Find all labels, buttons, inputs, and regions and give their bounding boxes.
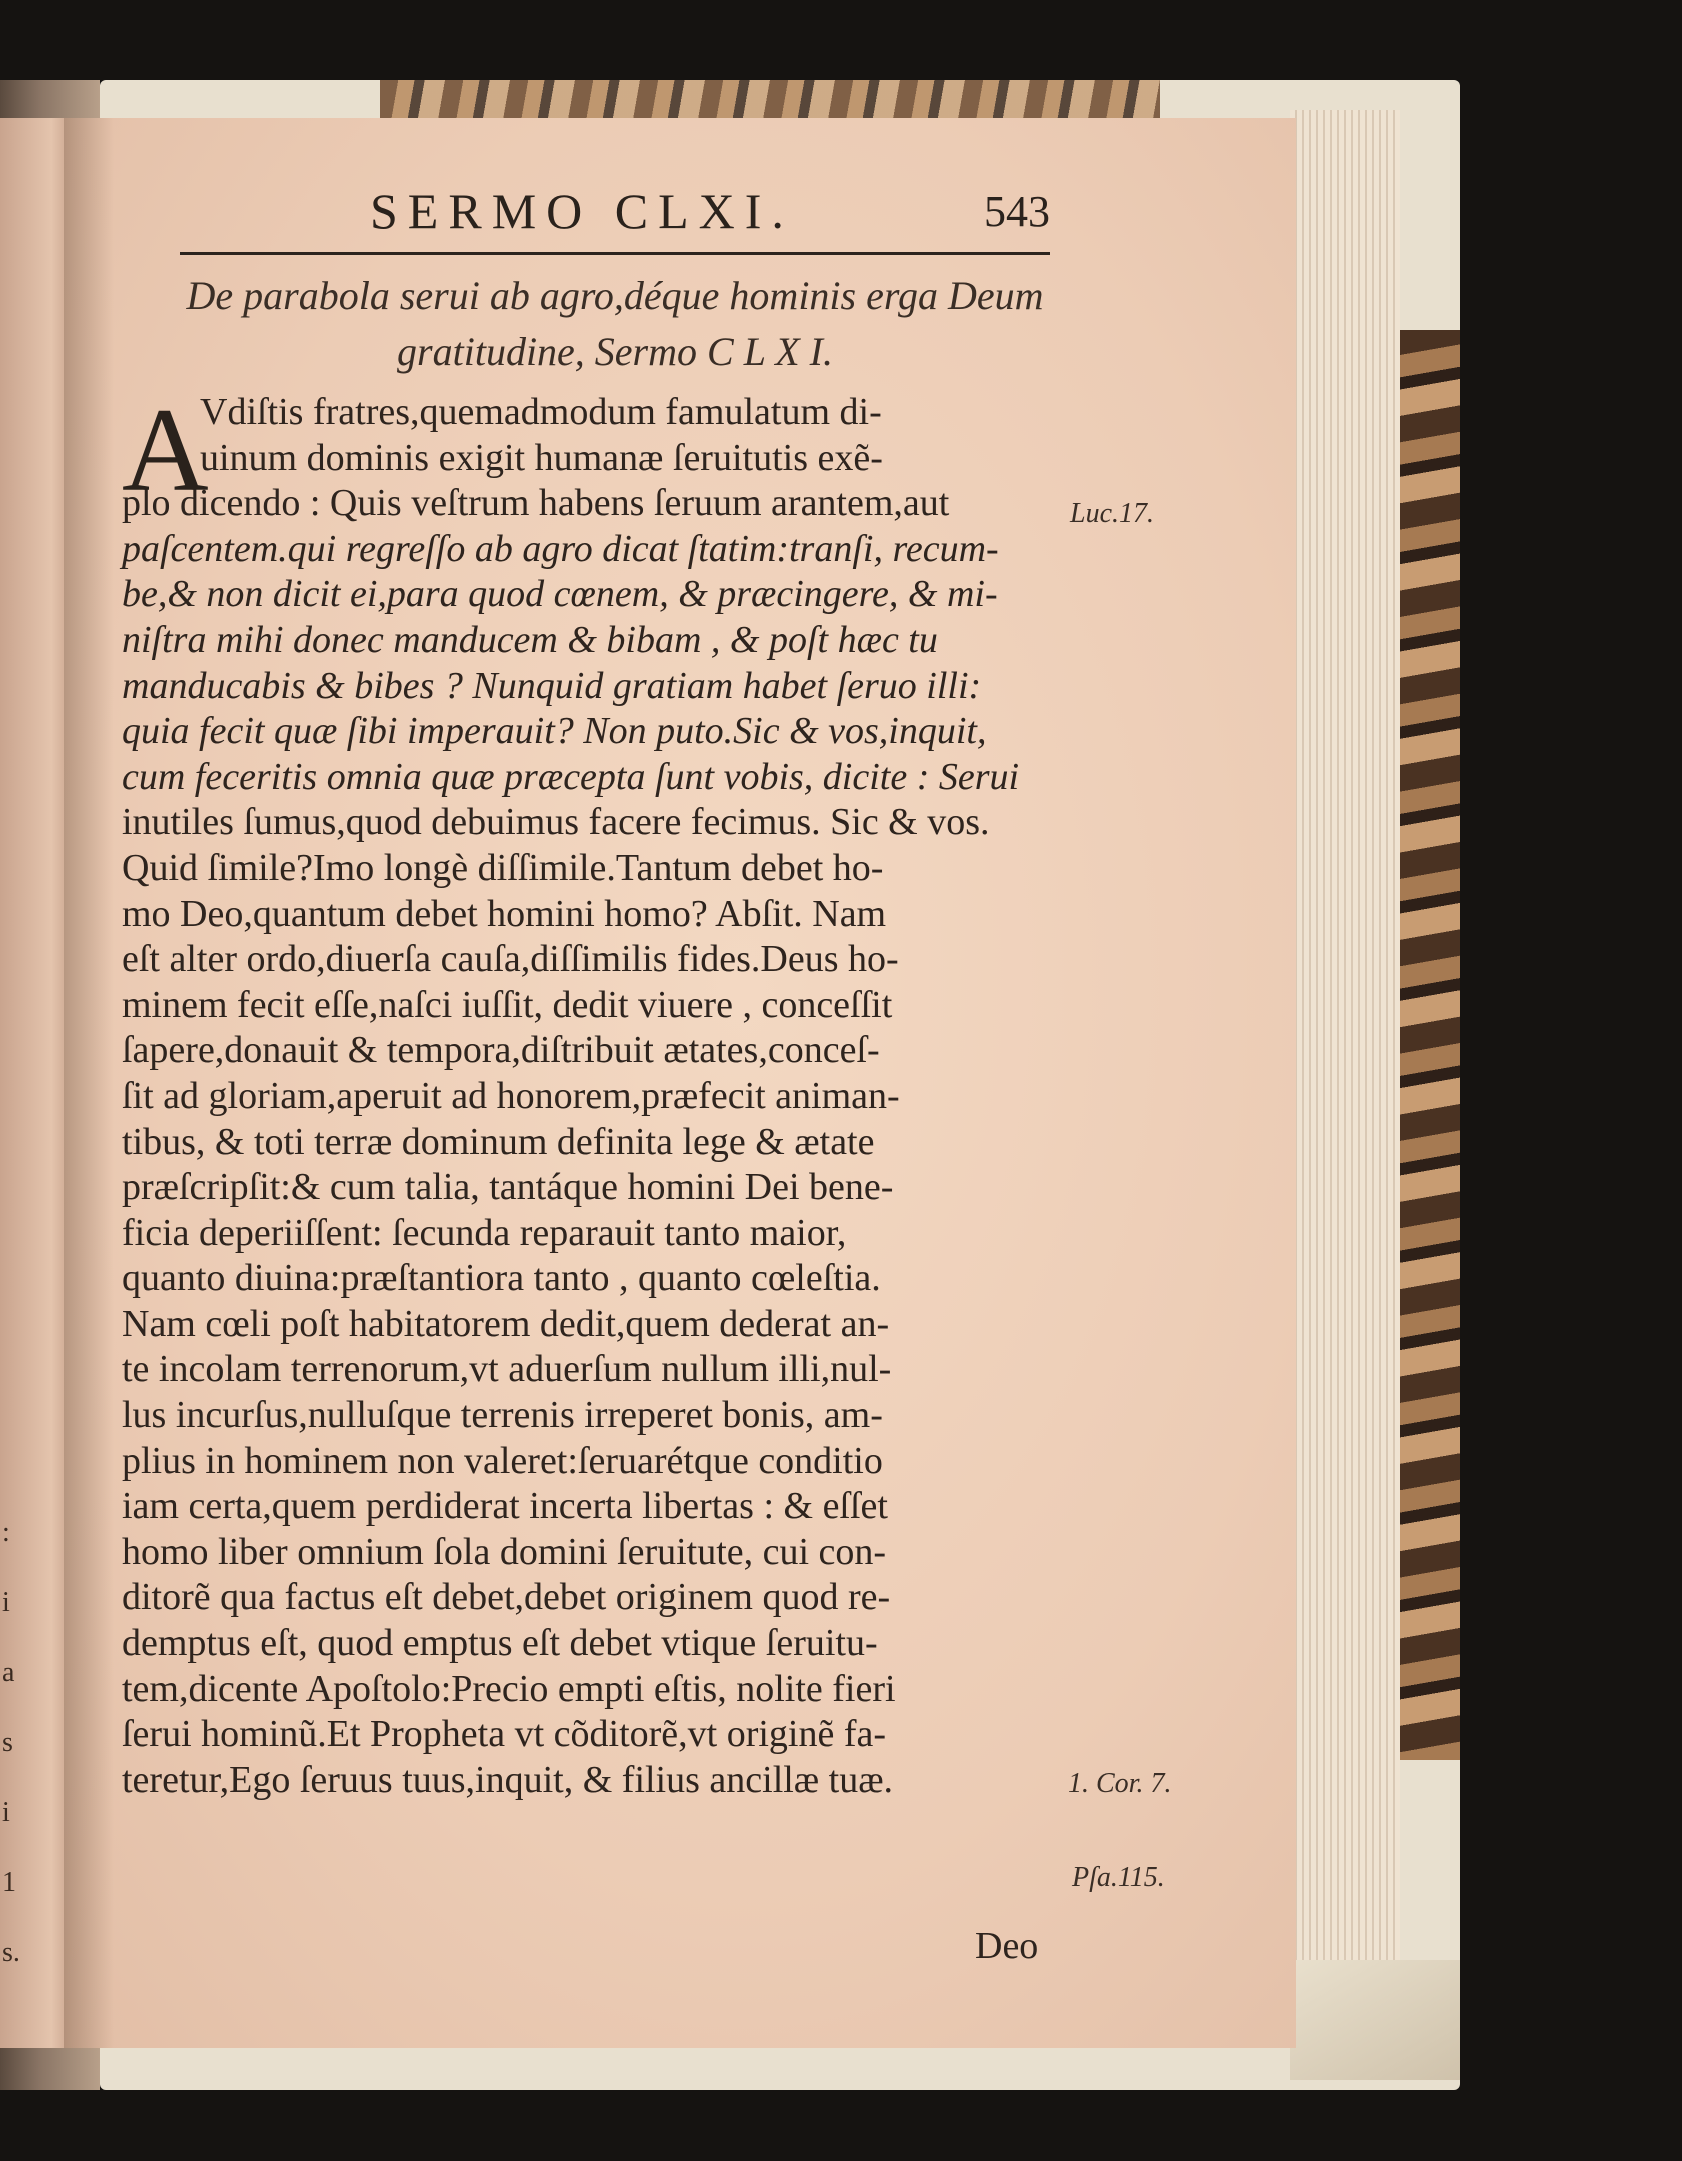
text-line: Nam cœli poſt habitatorem dedit,quem dederat an- — [122, 1302, 890, 1345]
text-line: uinum dominis exigit humanæ ſeruitutis exẽ- — [200, 436, 883, 479]
left-mark: s — [2, 1727, 13, 1758]
text-line: inutiles ſumus,quod debuimus facere fecimus. Sic & vos. — [122, 801, 990, 844]
text-line: quia fecit quæ ſibi imperauit? Non puto.Sic & vos,inquit, — [122, 710, 987, 753]
text-line: homo liber omnium ſola domini ſeruitute, cui con- — [122, 1530, 887, 1573]
page-number: 543 — [984, 187, 1050, 236]
left-page-marks — [2, 1498, 22, 2098]
text-line: tibus, & toti terræ dominum definita lege & ætate — [122, 1120, 875, 1163]
marginal-note: 1. Cor. 7. — [1068, 1768, 1172, 1799]
text-line: mo Deo,quantum debet homini homo? Abſit. Nam — [122, 892, 887, 935]
subtitle-line: De parabola serui ab agro,déque hominis erga Deum — [186, 273, 1044, 318]
left-mark: a — [2, 1657, 15, 1688]
text-line: iam certa,quem perdiderat incerta libertas : & eſſet — [122, 1485, 888, 1528]
left-mark: 1 — [2, 1867, 16, 1898]
marginal-note: Pſa.115. — [1072, 1862, 1165, 1893]
text-line: be,& non dicit ei,para quod cœnem, & præcingere, & mi- — [122, 573, 998, 616]
page-edges — [1290, 110, 1400, 2060]
sermon-subtitle — [180, 268, 1050, 380]
text-line: plo dicendo : Quis veſtrum habens ſeruum arantem,aut — [122, 482, 950, 525]
text-line: plius in hominem non valeret:ſeruarétque conditio — [122, 1439, 883, 1482]
text-line: ficia deperiiſſent: ſecunda reparauit tanto maior, — [122, 1211, 847, 1254]
text-line: teretur,Ego ſeruus tuus,inquit, & filius ancillæ tuæ. — [122, 1758, 894, 1801]
text-line: minem fecit eſſe,naſci iuſſit, dedit viuere , conceſſit — [122, 983, 893, 1026]
left-mark: s. — [2, 1937, 20, 1968]
gutter-shadow — [64, 118, 114, 2048]
left-mark: i — [2, 1797, 10, 1828]
text-line: ſapere,donauit & tempora,diſtribuit ætates,conceſ- — [122, 1029, 880, 1072]
text-line: Vdiſtis fratres,quemadmodum famulatum di- — [200, 391, 882, 433]
text-line: cum feceritis omnia quæ præcepta ſunt vobis, dicite : Serui — [122, 755, 1020, 798]
text-line: te incolam terrenorum,vt aduerſum nullum illi,nul- — [122, 1348, 892, 1391]
text-line: ditorẽ qua factus eſt debet,debet originem quod re- — [122, 1576, 891, 1619]
running-head — [180, 178, 1050, 255]
text-line: manducabis & bibes ? Nunquid gratiam habet ſeruo illi: — [122, 664, 982, 707]
text-line: niſtra mihi donec manducem & bibam , & poſt hæc tu — [122, 618, 938, 661]
text-line: paſcentem.qui regreſſo ab agro dicat ſtatim:tranſi, recum- — [122, 527, 999, 570]
left-mark: i — [2, 1587, 10, 1618]
left-page-fragment — [0, 118, 64, 2048]
subtitle-line: gratitudine, Sermo C L X I. — [397, 329, 833, 374]
body-text — [122, 383, 1052, 1803]
marginal-note: Luc.17. — [1070, 498, 1154, 529]
cover-corner — [1290, 1960, 1460, 2080]
text-line: eſt alter ordo,diuerſa cauſa,diſſimilis fides.Deus ho- — [122, 938, 899, 981]
text-line: tem,dicente Apoſtolo:Precio empti eſtis, nolite fieri — [122, 1667, 896, 1710]
catchword: Deo — [975, 1925, 1039, 1967]
text-line: Quid ſimile?Imo longè diſſimile.Tantum debet ho- — [122, 846, 884, 889]
text-line: præſcripſit:& cum talia, tantáque homini Dei bene- — [122, 1166, 894, 1209]
marbled-endpaper-right — [1392, 330, 1460, 1760]
left-mark: : — [2, 1517, 10, 1548]
text-line: quanto diuina:præſtantiora tanto , quanto cœleſtia. — [122, 1257, 881, 1300]
text-line: ſit ad gloriam,aperuit ad honorem,præfecit animan- — [122, 1074, 900, 1117]
text-line: lus incurſus,nulluſque terrenis irreperet bonis, am- — [122, 1394, 883, 1437]
text-line: ſerui hominũ.Et Propheta vt cõditorẽ,vt originẽ fa- — [122, 1713, 887, 1756]
text-line: demptus eſt, quod emptus eſt debet vtique ſeruitu- — [122, 1622, 878, 1665]
drop-cap: A — [122, 383, 209, 516]
running-head-title: SERMO CLXI. — [370, 183, 794, 239]
